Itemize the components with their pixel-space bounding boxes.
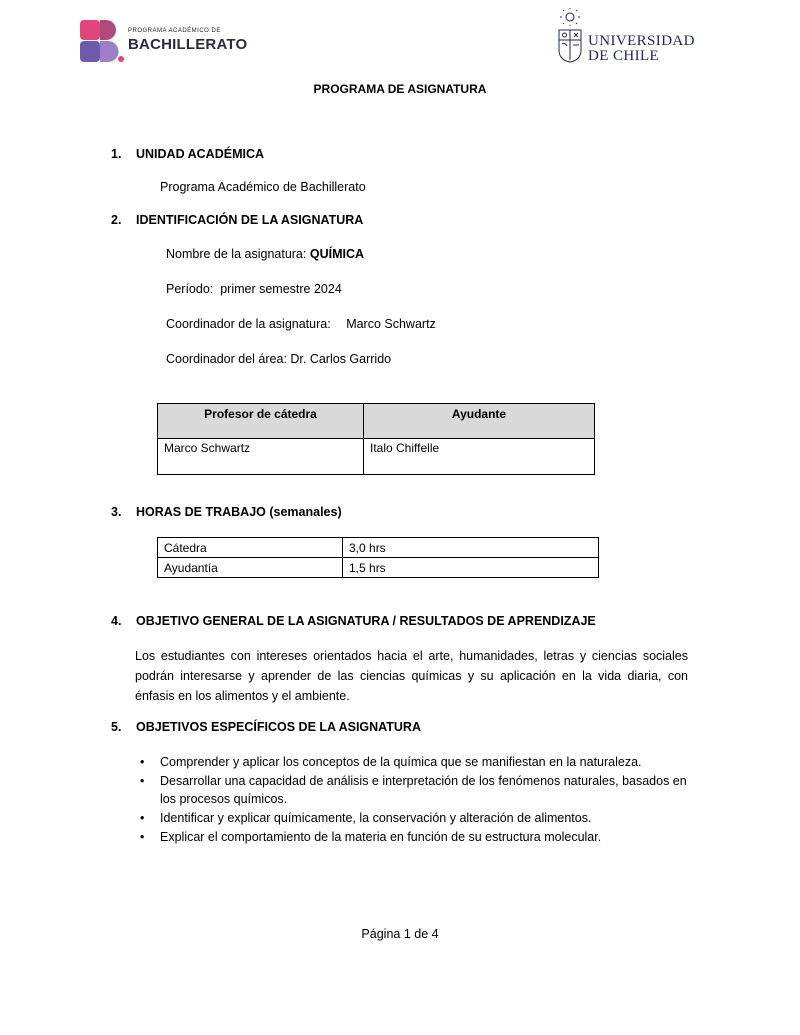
coordinador-area: Coordinador del área: Dr. Carlos Garrido xyxy=(166,352,392,366)
bachillerato-logo xyxy=(80,20,250,62)
list-item-text: Comprender y aplicar los conceptos de la química que se manifiestan en la naturaleza. xyxy=(160,755,642,769)
section-4-heading xyxy=(111,614,751,632)
table-header-cell: Ayudante xyxy=(364,404,595,439)
section-number: 5. xyxy=(111,720,122,734)
logo-big-text: BACHILLERATO xyxy=(128,36,248,53)
logo-small-text: PROGRAMA ACADÉMICO DE xyxy=(128,28,221,34)
section-2-heading xyxy=(111,213,711,231)
list-item-text: Explicar el comportamiento de la materia en función de su estructura molecular. xyxy=(160,830,602,844)
universidad-de-chile-logo xyxy=(556,8,696,66)
section-1-heading xyxy=(111,147,711,165)
table-row xyxy=(158,558,599,578)
table-header-row xyxy=(158,404,595,439)
university-name-line1: UNIVERSIDAD xyxy=(588,33,695,49)
table-cell: Ayudantía xyxy=(158,558,343,578)
list-item-text: Identificar y explicar químicamente, la conservación y alteración de alimentos. xyxy=(160,811,592,825)
section-number: 2. xyxy=(111,213,122,227)
coordinador-asignatura-value: Marco Schwartz xyxy=(346,317,436,331)
section-3-heading xyxy=(111,505,711,523)
nombre-asignatura-label: Nombre de la asignatura: xyxy=(166,247,310,261)
section-title: HORAS DE TRABAJO (semanales) xyxy=(136,505,342,519)
unidad-academica-value: Programa Académico de Bachillerato xyxy=(160,180,366,194)
list-item xyxy=(140,753,700,771)
section-5-heading xyxy=(111,720,711,738)
coordinador-asignatura xyxy=(166,317,436,331)
bullet-icon: • xyxy=(140,755,145,769)
table-cell: Italo Chiffelle xyxy=(364,439,595,475)
university-crest-icon xyxy=(556,8,584,64)
table-header-cell: Profesor de cátedra xyxy=(158,404,364,439)
bullet-icon: • xyxy=(140,774,145,788)
document-title: PROGRAMA DE ASIGNATURA xyxy=(313,82,487,96)
staff-table xyxy=(157,403,595,475)
periodo: Período: primer semestre 2024 xyxy=(166,282,342,296)
nombre-asignatura-value: QUÍMICA xyxy=(309,247,365,261)
list-item xyxy=(140,772,700,808)
table-cell: 3,0 hrs xyxy=(343,538,599,558)
university-name xyxy=(588,34,695,64)
section-title: OBJETIVO GENERAL DE LA ASIGNATURA / RESULTADOS DE APRENDIZAJE xyxy=(136,614,596,628)
list-item-text: Desarrollar una capacidad de análisis e interpretación de los fenómenos naturales, basados en los procesos químicos. xyxy=(160,774,687,806)
bachillerato-logo-mark-icon xyxy=(80,20,124,62)
hours-table xyxy=(157,537,599,578)
section-title: OBJETIVOS ESPECÍFICOS DE LA ASIGNATURA xyxy=(136,720,421,734)
list-item xyxy=(140,828,700,846)
table-cell: Cátedra xyxy=(158,538,343,558)
list-item xyxy=(140,809,700,827)
section-number: 4. xyxy=(111,614,122,628)
coordinador-asignatura-label: Coordinador de la asignatura: xyxy=(166,317,331,331)
section-title: UNIDAD ACADÉMICA xyxy=(136,147,265,161)
page-number: Página 1 de 4 xyxy=(361,927,439,941)
section-number: 1. xyxy=(111,147,122,161)
table-row xyxy=(158,439,595,475)
objetivo-general-text: Los estudiantes con intereses orientados hacia el arte, humanidades, letras y ciencias sociales podrán interesarse y aprender de las ciencias químicas y su aplicación en la vida diaria, con énfasis en los alimentos y el ambiente. xyxy=(135,649,688,703)
bullet-icon: • xyxy=(140,811,145,825)
objetivos-especificos-list xyxy=(140,753,700,847)
bullet-icon: • xyxy=(140,830,145,844)
table-cell: 1,5 hrs xyxy=(343,558,599,578)
university-name-line2: DE CHILE xyxy=(588,48,660,64)
nombre-asignatura xyxy=(166,247,364,261)
section-number: 3. xyxy=(111,505,122,519)
section-title: IDENTIFICACIÓN DE LA ASIGNATURA xyxy=(136,213,364,227)
table-row xyxy=(158,538,599,558)
table-cell: Marco Schwartz xyxy=(158,439,364,475)
